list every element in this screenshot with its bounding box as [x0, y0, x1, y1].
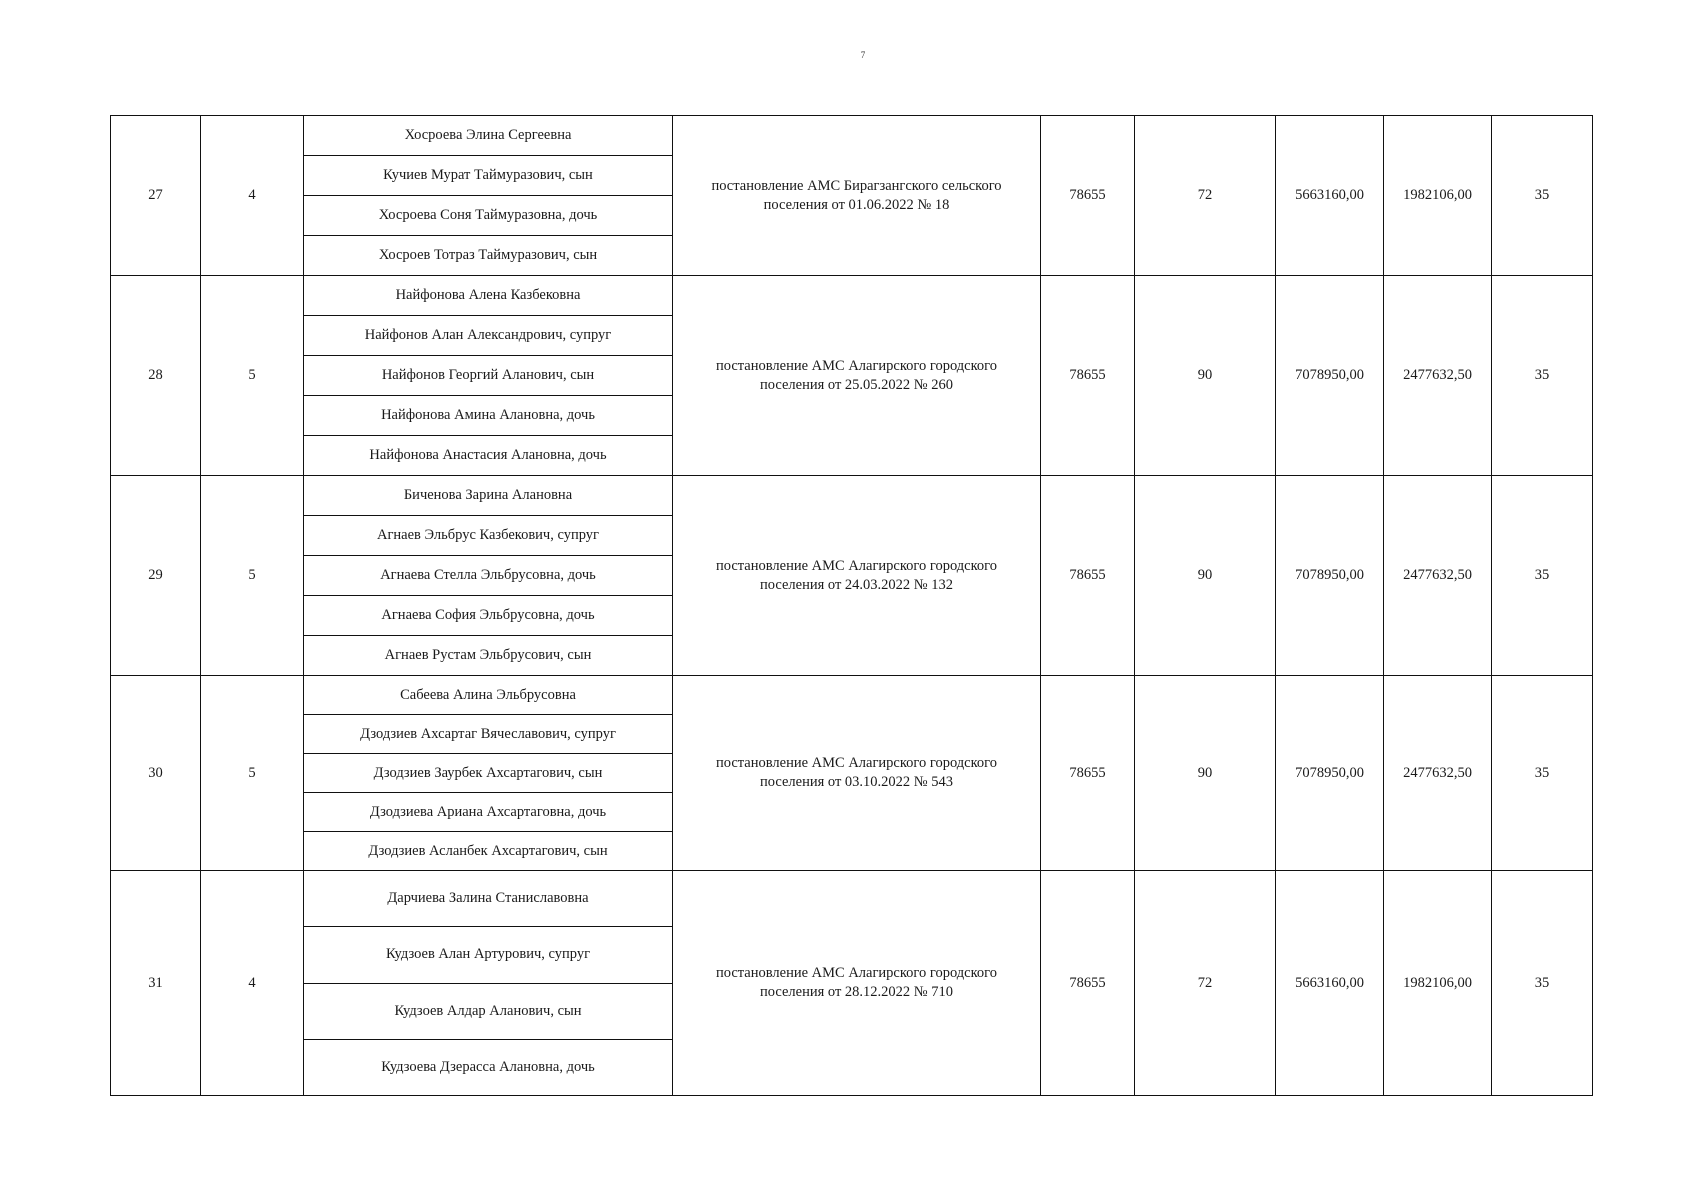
price-per-sqm-cell: 78655: [1041, 276, 1135, 476]
basis-line-1: постановление АМС Алагирского городского: [715, 357, 997, 374]
family-member-cell: Дзодзиев Ахсартаг Вячеславович, супруг: [304, 715, 673, 754]
row-number-cell: 31: [111, 871, 201, 1096]
basis-document-cell: [673, 276, 1041, 476]
family-member-cell: Дзодзиев Асланбек Ахсартагович, сын: [304, 832, 673, 871]
table-row: [111, 116, 1593, 156]
price-per-sqm-cell: 78655: [1041, 116, 1135, 276]
percent-cell: 35: [1492, 116, 1593, 276]
basis-document-cell: [673, 676, 1041, 871]
percent-cell: 35: [1492, 276, 1593, 476]
family-member-cell: Сабеева Алина Эльбрусовна: [304, 676, 673, 715]
area-cell: 90: [1135, 276, 1276, 476]
family-member-cell: Кучиев Мурат Таймуразович, сын: [304, 156, 673, 196]
family-size-cell: 4: [201, 116, 304, 276]
registry-table: [110, 115, 1593, 1096]
basis-line-2: поселения от 25.05.2022 № 260: [759, 376, 953, 393]
area-cell: 72: [1135, 871, 1276, 1096]
basis-line-2: поселения от 24.03.2022 № 132: [759, 576, 953, 593]
subsidy-cell: 2477632,50: [1384, 476, 1492, 676]
basis-line-2: поселения от 01.06.2022 № 18: [763, 196, 950, 213]
row-number-cell: 30: [111, 676, 201, 871]
percent-cell: 35: [1492, 871, 1593, 1096]
basis-document-cell: [673, 871, 1041, 1096]
family-member-cell: Агнаев Эльбрус Казбекович, супруг: [304, 516, 673, 556]
area-cell: 90: [1135, 676, 1276, 871]
price-per-sqm-cell: 78655: [1041, 476, 1135, 676]
family-member-cell: Кудзоев Алдар Аланович, сын: [304, 983, 673, 1039]
family-size-cell: 5: [201, 676, 304, 871]
row-number-cell: 27: [111, 116, 201, 276]
basis-document-cell: [673, 476, 1041, 676]
family-member-cell: Найфонов Алан Александрович, супруг: [304, 316, 673, 356]
family-member-cell: Дарчиева Залина Станиславовна: [304, 871, 673, 927]
total-cost-cell: 7078950,00: [1276, 276, 1384, 476]
row-number-cell: 29: [111, 476, 201, 676]
percent-cell: 35: [1492, 676, 1593, 871]
subsidy-cell: 2477632,50: [1384, 276, 1492, 476]
area-cell: 90: [1135, 476, 1276, 676]
family-member-cell: Хосроев Тотраз Таймуразович, сын: [304, 236, 673, 276]
table-row: [111, 676, 1593, 715]
subsidy-cell: 1982106,00: [1384, 116, 1492, 276]
family-member-cell: Хосроева Элина Сергеевна: [304, 116, 673, 156]
subsidy-cell: 2477632,50: [1384, 676, 1492, 871]
basis-line-2: поселения от 03.10.2022 № 543: [759, 774, 953, 790]
price-per-sqm-cell: 78655: [1041, 871, 1135, 1096]
basis-line-1: постановление АМС Бирагзангского сельского: [711, 177, 1002, 194]
family-size-cell: 4: [201, 871, 304, 1096]
family-size-cell: 5: [201, 276, 304, 476]
family-member-cell: Найфонова Алена Казбековна: [304, 276, 673, 316]
family-member-cell: Найфонов Георгий Аланович, сын: [304, 356, 673, 396]
price-per-sqm-cell: 78655: [1041, 676, 1135, 871]
family-member-cell: Дзодзиев Заурбек Ахсартагович, сын: [304, 754, 673, 793]
table-row: [111, 476, 1593, 516]
family-member-cell: Найфонова Амина Алановна, дочь: [304, 396, 673, 436]
page-number: 7: [860, 50, 866, 60]
family-member-cell: Агнаев Рустам Эльбрусович, сын: [304, 636, 673, 676]
total-cost-cell: 5663160,00: [1276, 116, 1384, 276]
total-cost-cell: 7078950,00: [1276, 676, 1384, 871]
basis-document-cell: [673, 116, 1041, 276]
basis-line-2: поселения от 28.12.2022 № 710: [759, 984, 953, 1000]
basis-line-1: постановление АМС Алагирского городского: [715, 965, 997, 982]
family-member-cell: Дзодзиева Ариана Ахсартаговна, дочь: [304, 793, 673, 832]
family-member-cell: Кудзоева Дзерасса Алановна, дочь: [304, 1039, 673, 1095]
family-member-cell: Найфонова Анастасия Алановна, дочь: [304, 436, 673, 476]
registry-body: [111, 116, 1593, 1096]
family-member-cell: Хосроева Соня Таймуразовна, дочь: [304, 196, 673, 236]
family-member-cell: Агнаева Стелла Эльбрусовна, дочь: [304, 556, 673, 596]
table-row: [111, 276, 1593, 316]
family-size-cell: 5: [201, 476, 304, 676]
subsidy-cell: 1982106,00: [1384, 871, 1492, 1096]
row-number-cell: 28: [111, 276, 201, 476]
percent-cell: 35: [1492, 476, 1593, 676]
total-cost-cell: 5663160,00: [1276, 871, 1384, 1096]
basis-line-1: постановление АМС Алагирского городского: [715, 755, 997, 772]
family-member-cell: Агнаева София Эльбрусовна, дочь: [304, 596, 673, 636]
table-row: [111, 871, 1593, 927]
family-member-cell: Биченова Зарина Алановна: [304, 476, 673, 516]
family-member-cell: Кудзоев Алан Артурович, супруг: [304, 927, 673, 983]
area-cell: 72: [1135, 116, 1276, 276]
total-cost-cell: 7078950,00: [1276, 476, 1384, 676]
basis-line-1: постановление АМС Алагирского городского: [715, 557, 997, 574]
